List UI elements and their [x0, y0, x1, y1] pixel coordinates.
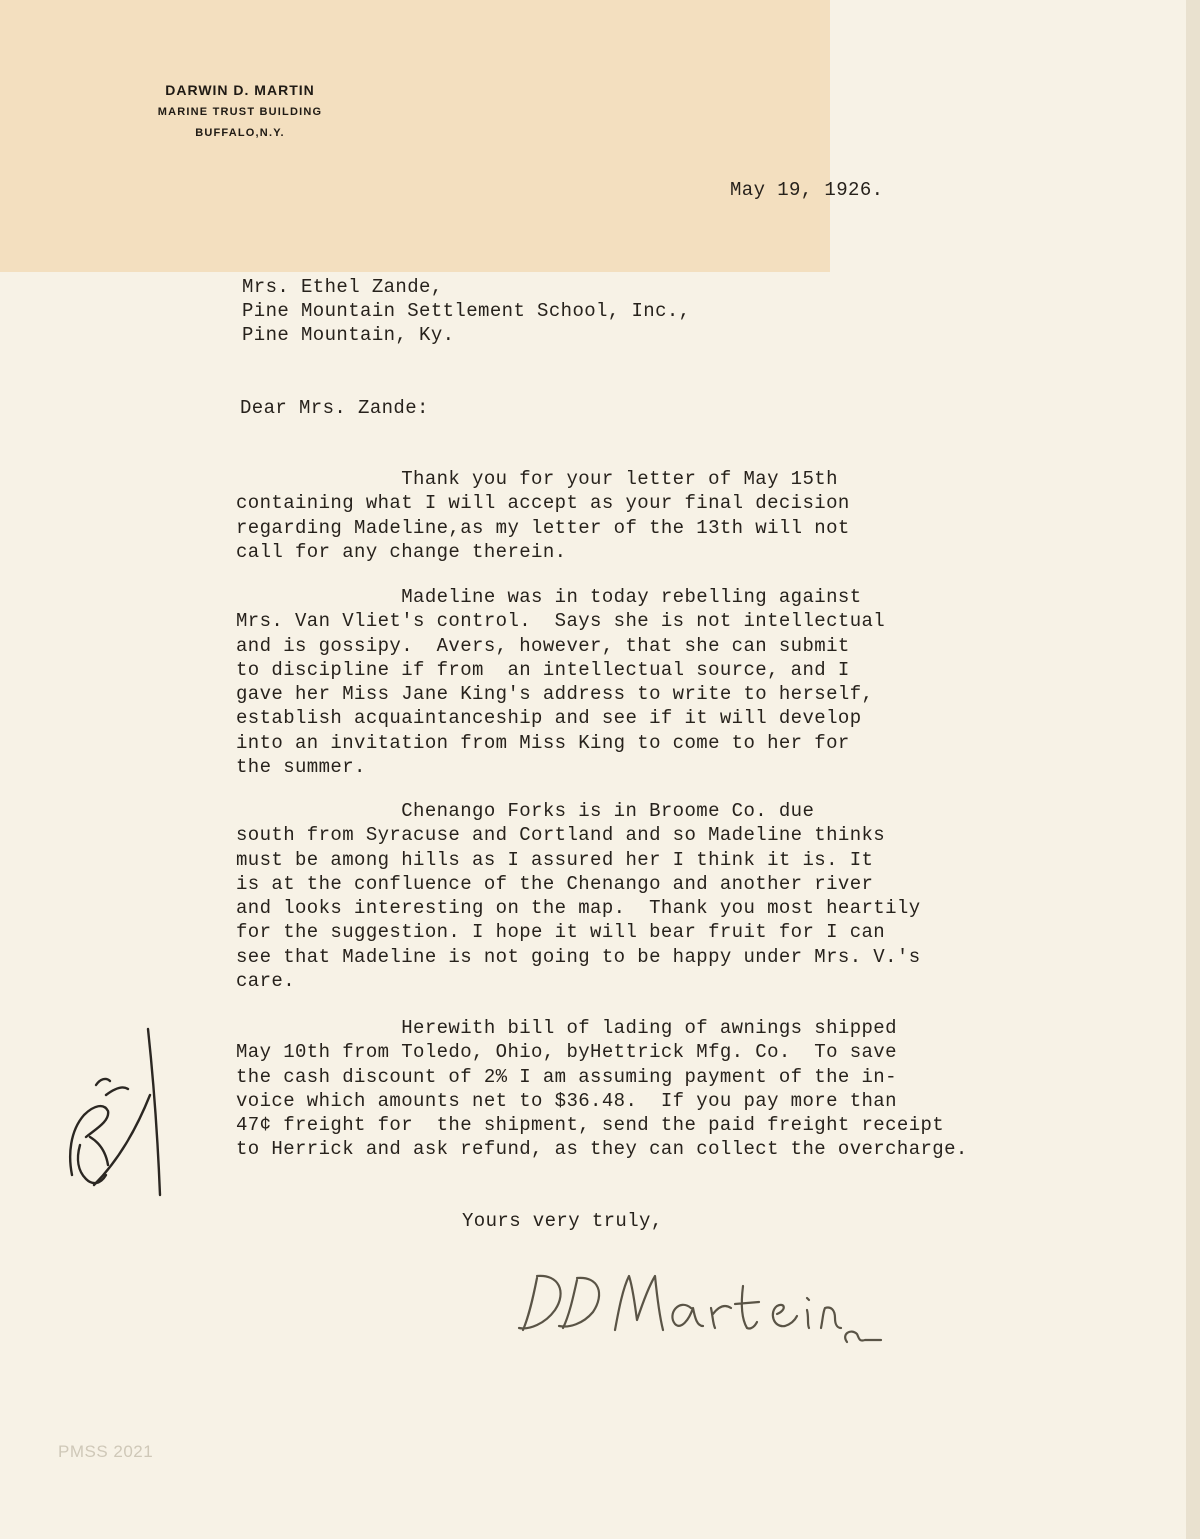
letterhead-name: DARWIN D. MARTIN — [165, 82, 315, 98]
letter-date: May 19, 1926. — [730, 179, 884, 201]
body-paragraph: Madeline was in today rebelling against Mrs. Van Vliet's control. Says she is not intellectual and is gossipy. Avers, however, that she can submit to discipline if from an intellectual source, and I gave her Miss Jane King's address to write to herself, establish acquaintanceship and see if it will develop into an invitation from Miss King to come to her for the summer. — [236, 586, 886, 779]
salutation: Dear Mrs. Zande: — [240, 397, 429, 419]
letterhead-building: MARINE TRUST BUILDING — [157, 106, 323, 118]
body-paragraph: Chenango Forks is in Broome Co. due south from Syracuse and Cortland and so Madeline thinks must be among hills as I assured her I think it is. It is at the confluence of the Chenango and another river and looks interesting on the map. Thank you most heartily for the suggestion. I hope it will bear fruit for I can see that Madeline is not going to be happy under Mrs. V.'s care. — [236, 800, 921, 993]
closing: Yours very truly, — [462, 1210, 663, 1232]
recipient-line: Pine Mountain Settlement School, Inc., — [242, 300, 691, 322]
body-paragraph: Thank you for your letter of May 15th containing what I will accept as your final decision regarding Madeline,as my letter of the 13th will not call for any change therein. — [236, 468, 850, 563]
page-edge — [1186, 0, 1200, 1539]
margin-annotation — [50, 1025, 180, 1210]
recipient-line: Pine Mountain, Ky. — [242, 324, 455, 346]
archive-watermark: PMSS 2021 — [58, 1442, 154, 1461]
recipient-address — [242, 275, 690, 347]
letterhead-city: BUFFALO,N.Y. — [195, 127, 285, 139]
body-paragraph: Herewith bill of lading of awnings shipped May 10th from Toledo, Ohio, byHettrick Mfg. Co. To save the cash discount of 2% I am assuming payment of the in- voice which amounts net to $36.48. If you pay more than 47¢ freight for the shipment, send the paid freight receipt to Herrick and ask refund, as they can collect the overcharge. — [236, 1017, 968, 1161]
letterhead — [120, 78, 360, 144]
recipient-line: Mrs. Ethel Zande, — [242, 276, 443, 298]
handwritten-signature — [515, 1258, 885, 1348]
